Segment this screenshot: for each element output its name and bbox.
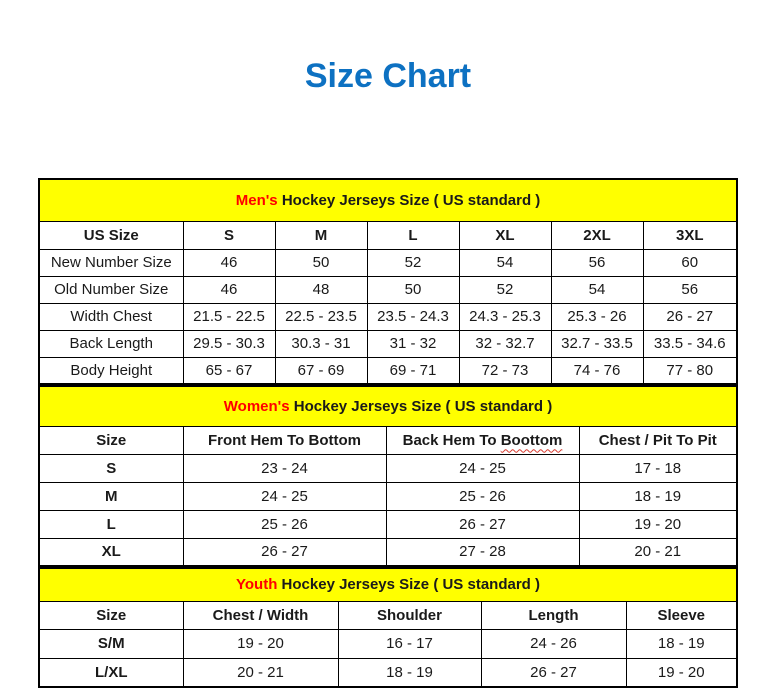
size-value: 56 bbox=[551, 249, 643, 276]
row-label: M bbox=[39, 482, 183, 510]
page-title: Size Chart bbox=[304, 57, 472, 95]
row-label: L/XL bbox=[39, 658, 183, 687]
size-value: 26 - 27 bbox=[481, 658, 626, 687]
table-row bbox=[39, 629, 737, 658]
size-value: 18 - 19 bbox=[626, 629, 737, 658]
mens-size-table bbox=[38, 178, 738, 385]
size-value: 72 - 73 bbox=[459, 357, 551, 384]
size-value: 31 - 32 bbox=[367, 330, 459, 357]
size-value: 25 - 26 bbox=[386, 482, 579, 510]
table-row bbox=[39, 454, 737, 482]
size-value: 24 - 25 bbox=[386, 454, 579, 482]
size-value: 32 - 32.7 bbox=[459, 330, 551, 357]
row-label: New Number Size bbox=[39, 249, 183, 276]
size-value: 67 - 69 bbox=[275, 357, 367, 384]
size-value: 25.3 - 26 bbox=[551, 303, 643, 330]
size-value: 50 bbox=[367, 276, 459, 303]
size-value: 30.3 - 31 bbox=[275, 330, 367, 357]
size-value: 32.7 - 33.5 bbox=[551, 330, 643, 357]
youth-banner-text: Hockey Jerseys Size ( US standard ) bbox=[277, 576, 540, 594]
mens-banner-text: Hockey Jerseys Size ( US standard ) bbox=[277, 191, 541, 209]
column-header: M bbox=[275, 221, 367, 249]
size-value: 27 - 28 bbox=[386, 538, 579, 566]
column-header: Shoulder bbox=[338, 601, 481, 629]
size-value: 50 bbox=[275, 249, 367, 276]
misspelled-word: Boottom bbox=[500, 431, 563, 449]
womens-size-table bbox=[38, 385, 738, 567]
size-value: 77 - 80 bbox=[643, 357, 737, 384]
column-header: 3XL bbox=[643, 221, 737, 249]
size-value: 29.5 - 30.3 bbox=[183, 330, 275, 357]
size-value: 24 - 26 bbox=[481, 629, 626, 658]
column-header: Chest / Width bbox=[183, 601, 338, 629]
size-value: 60 bbox=[643, 249, 737, 276]
size-value: 19 - 20 bbox=[579, 510, 737, 538]
column-header: Chest / Pit To Pit bbox=[579, 426, 737, 454]
size-value: 26 - 27 bbox=[386, 510, 579, 538]
size-value: 69 - 71 bbox=[367, 357, 459, 384]
table-row bbox=[39, 538, 737, 566]
youth-banner-row bbox=[39, 568, 737, 601]
size-value: 54 bbox=[459, 249, 551, 276]
size-chart-page bbox=[0, 58, 776, 692]
youth-header-row bbox=[39, 601, 737, 629]
mens-banner-row bbox=[39, 179, 737, 221]
mens-header-row bbox=[39, 221, 737, 249]
size-value: 46 bbox=[183, 276, 275, 303]
size-value: 23.5 - 24.3 bbox=[367, 303, 459, 330]
table-row bbox=[39, 658, 737, 687]
size-value: 46 bbox=[183, 249, 275, 276]
column-header: Sleeve bbox=[626, 601, 737, 629]
size-value: 19 - 20 bbox=[183, 629, 338, 658]
table-row bbox=[39, 482, 737, 510]
size-value: 19 - 20 bbox=[626, 658, 737, 687]
youth-banner-highlight: Youth bbox=[236, 576, 278, 594]
youth-size-table bbox=[38, 567, 738, 688]
womens-banner-row bbox=[39, 386, 737, 426]
row-label: S bbox=[39, 454, 183, 482]
column-header: Back Hem To Boottom bbox=[386, 426, 579, 454]
row-label: S/M bbox=[39, 629, 183, 658]
size-value: 23 - 24 bbox=[183, 454, 386, 482]
size-value: 20 - 21 bbox=[183, 658, 338, 687]
column-header: Front Hem To Bottom bbox=[183, 426, 386, 454]
column-header: Length bbox=[481, 601, 626, 629]
size-value: 24 - 25 bbox=[183, 482, 386, 510]
size-value: 26 - 27 bbox=[183, 538, 386, 566]
row-label: L bbox=[39, 510, 183, 538]
column-header: L bbox=[367, 221, 459, 249]
size-value: 74 - 76 bbox=[551, 357, 643, 384]
table-row bbox=[39, 276, 737, 303]
size-value: 54 bbox=[551, 276, 643, 303]
size-value: 22.5 - 23.5 bbox=[275, 303, 367, 330]
row-label: XL bbox=[39, 538, 183, 566]
youth-banner bbox=[39, 568, 737, 601]
row-label: Width Chest bbox=[39, 303, 183, 330]
column-header: Size bbox=[39, 601, 183, 629]
size-value: 52 bbox=[459, 276, 551, 303]
size-tables bbox=[38, 178, 736, 688]
size-value: 52 bbox=[367, 249, 459, 276]
mens-banner bbox=[39, 179, 737, 221]
mens-banner-highlight: Men's bbox=[235, 191, 278, 209]
size-value: 21.5 - 22.5 bbox=[183, 303, 275, 330]
column-header: XL bbox=[459, 221, 551, 249]
table-row bbox=[39, 303, 737, 330]
womens-banner-highlight: Women's bbox=[223, 397, 290, 415]
size-value: 18 - 19 bbox=[338, 658, 481, 687]
size-value: 48 bbox=[275, 276, 367, 303]
table-row bbox=[39, 330, 737, 357]
size-value: 18 - 19 bbox=[579, 482, 737, 510]
table-row bbox=[39, 510, 737, 538]
table-row bbox=[39, 357, 737, 384]
column-header: 2XL bbox=[551, 221, 643, 249]
size-value: 20 - 21 bbox=[579, 538, 737, 566]
row-label: Old Number Size bbox=[39, 276, 183, 303]
womens-banner-text: Hockey Jerseys Size ( US standard ) bbox=[289, 397, 553, 415]
column-header: S bbox=[183, 221, 275, 249]
row-label: Body Height bbox=[39, 357, 183, 384]
size-value: 33.5 - 34.6 bbox=[643, 330, 737, 357]
row-label: Back Length bbox=[39, 330, 183, 357]
size-value: 56 bbox=[643, 276, 737, 303]
table-row bbox=[39, 249, 737, 276]
womens-header-row bbox=[39, 426, 737, 454]
size-value: 24.3 - 25.3 bbox=[459, 303, 551, 330]
column-header: US Size bbox=[39, 221, 183, 249]
size-value: 65 - 67 bbox=[183, 357, 275, 384]
size-value: 17 - 18 bbox=[579, 454, 737, 482]
size-value: 26 - 27 bbox=[643, 303, 737, 330]
womens-banner bbox=[39, 386, 737, 426]
size-value: 25 - 26 bbox=[183, 510, 386, 538]
column-header: Size bbox=[39, 426, 183, 454]
size-value: 16 - 17 bbox=[338, 629, 481, 658]
